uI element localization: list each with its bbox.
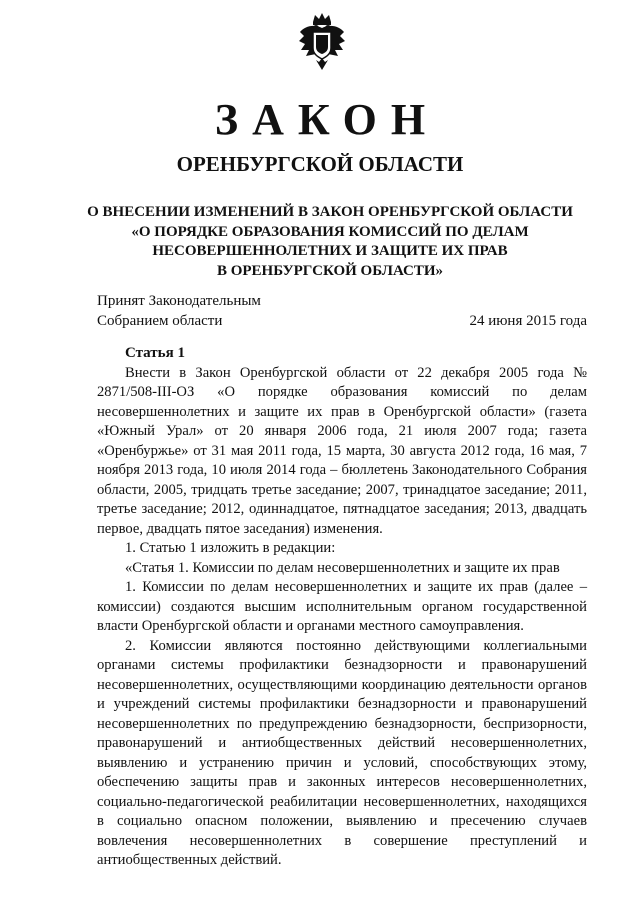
adoption-block (97, 292, 587, 331)
subject-line: О ВНЕСЕНИИ ИЗМЕНЕНИЙ В ЗАКОН ОРЕНБУРГСКОЙ ОБЛАСТИ (87, 204, 573, 220)
subject-line: «О ПОРЯДКЕ ОБРАЗОВАНИЯ КОМИССИЙ ПО ДЕЛАМ (131, 223, 529, 240)
paragraph: Внести в Закон Оренбургской области от 22 декабря 2005 года № 2871/508-III-ОЗ «О порядке образования комиссий по делам несовершеннолетних и защите их прав в Оренбургской области» (газета «Южный Урал» от 20 января 2006 года, 21 июля 2007 года; газета «Оренбуржье» от 31 мая 2011 года, 15 марта, 30 августа 2012 года, 16 мая, 7 ноября 2013 года, 10 июля 2014 года – бюллетень Законодательного Собрания области, 2005, тридцать третье заседание; 2007, тринадцатое заседание; 2011, третье заседание; 2012, одиннадцатое, пятнадцатое заседания; 2013, двадцать первое, двадцать пятое заседания) изменения. (97, 364, 587, 537)
law-title: ЗАКОН (214, 95, 440, 144)
region-title: ОРЕНБУРГСКОЙ ОБЛАСТИ (176, 152, 464, 176)
subject-line: В ОРЕНБУРГСКОЙ ОБЛАСТИ» (216, 262, 444, 279)
paragraph: 2. Комиссии являются постоянно действующими коллегиальными органами системы профилактики безнадзорности и правонарушений несовершеннолетних, осуществляющими координацию деятельности органов и учреждений системы профилактики безнадзорности и правонарушений несовершеннолетних по предупреждению безнадзорности, беспризорности, правонарушений и антиобщественных действий несовершеннолетних, выявлению и устранению причин и условий, способствующих этому, обеспечению защиты прав и законных интересов несовершеннолетних, социально-педагогической реабилитации несовершеннолетних, находящихся в социально опасном положении, выявлению и пресечению случаев вовлечения несовершеннолетних в совершение преступлений и антиобщественных действий. (97, 637, 587, 868)
paragraph: 1. Статью 1 изложить в редакции: (125, 540, 336, 556)
coat-of-arms-icon (296, 12, 348, 74)
paragraph: «Статья 1. Комиссии по делам несовершеннолетних и защите их прав (125, 559, 560, 576)
paragraph: 1. Комиссии по делам несовершеннолетних и защите их прав (далее – комиссии) создаются высшим исполнительным органом государственной власти Оренбургской области и органами местного самоуправления. (97, 579, 587, 634)
article-body (97, 344, 587, 871)
adoption-line: Принят Законодательным (97, 293, 261, 309)
article-heading: Статья 1 (125, 345, 185, 361)
adoption-line: Собранием области (97, 312, 223, 329)
subject-line: НЕСОВЕРШЕННОЛЕТНИХ И ЗАЩИТЕ ИХ ПРАВ (152, 243, 508, 259)
adoption-date: 24 июня 2015 года (469, 312, 587, 329)
law-subject (80, 203, 580, 281)
